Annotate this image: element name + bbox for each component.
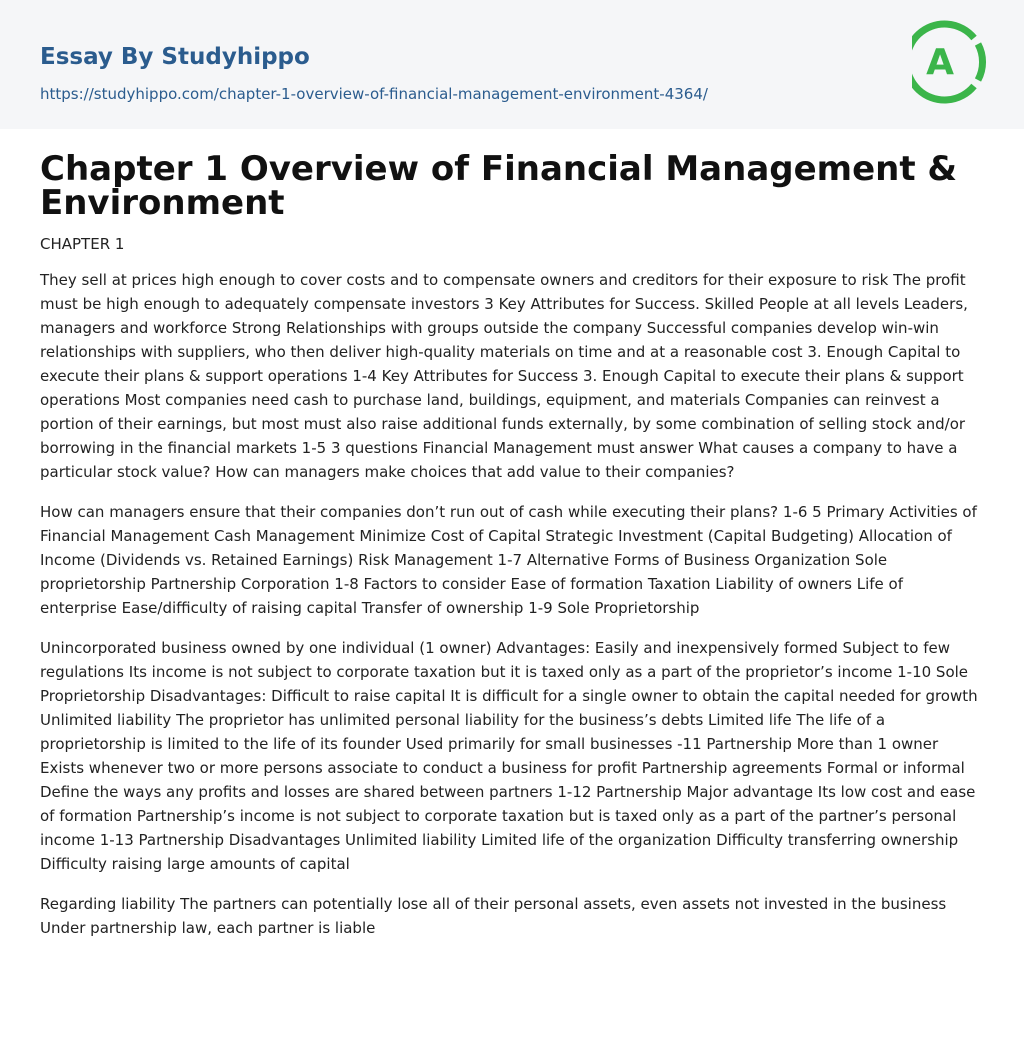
chapter-label: CHAPTER 1 bbox=[40, 235, 125, 253]
body-paragraph: Unincorporated business owned by one individual (1 owner) Advantages: Easily and inexpensively formed Subject to few regulations Its income is not subject to corporate taxation but it is taxed only as a part of the proprietor’s income 1-10 Sole Proprietorship Disadvantages: Difficult to raise capital It is difficult for a single owner to obtain the capital needed for growth Unlimited liability The proprietor has unlimited personal liability for the business’s debts Limited life The life of a proprietorship is limited to the life of its founder Used primarily for small businesses -11 Partnership More than 1 owner Exists whenever two or more persons associate to conduct a business for profit Partnership agreements Formal or informal Define the ways any profits and losses are shared between partners 1-12 Partnership Major advantage Its low cost and ease of formation Partnership’s income is not subject to corporate taxation but is taxed only as a part of the partner’s personal income 1-13 Partnership Disadvantages Unlimited liability Limited life of the organization Difficulty transferring ownership Difficulty raising large amounts of capital bbox=[40, 639, 978, 873]
body-paragraph: Regarding liability The partners can potentially lose all of their personal assets, even assets not invested in the business Under partnership law, each partner is liable bbox=[40, 895, 947, 937]
source-url-link[interactable]: https://studyhippo.com/chapter-1-overview-of-financial-management-environment-4364/ bbox=[40, 85, 708, 103]
site-brand[interactable]: Essay By Studyhippo bbox=[40, 44, 310, 70]
body-paragraph: They sell at prices high enough to cover costs and to compensate owners and creditors for their exposure to risk The profit must be high enough to adequately compensate investors 3 Key Attributes for Success. Skilled People at all levels Leaders, managers and workforce Strong Relationships with groups outside the company Successful companies develop win-win relationships with suppliers, who then deliver high-quality materials on time and at a reasonable cost 3. Enough Capital to execute their plans & support operations 1-4 Key Attributes for Success 3. Enough Capital to execute their plans & support operations Most companies need cash to purchase land, buildings, equipment, and materials Companies can reinvest a portion of their earnings, but most must also raise additional funds externally, by some combination of selling stock and/or borrowing in the financial markets 1-5 3 questions Financial Management must answer What causes a company to have a particular stock value? How can managers make choices that add value to their companies? bbox=[40, 271, 968, 481]
logo-letter: A bbox=[926, 42, 954, 83]
body-paragraph: How can managers ensure that their companies don’t run out of cash while executing their plans? 1-6 5 Primary Activities of Financial Management Cash Management Minimize Cost of Capital Strategic Investment (Capital Budgeting) Allocation of Income (Dividends vs. Retained Earnings) Risk Management 1-7 Alternative Forms of Business Organization Sole proprietorship Partnership Corporation 1-8 Factors to consider Ease of formation Taxation Liability of owners Life of enterprise Ease/difficulty of raising capital Transfer of ownership 1-9 Sole Proprietorship bbox=[40, 503, 977, 617]
article-title: Chapter 1 Overview of Financial Management & Environment bbox=[40, 149, 958, 223]
article-body bbox=[40, 268, 984, 956]
